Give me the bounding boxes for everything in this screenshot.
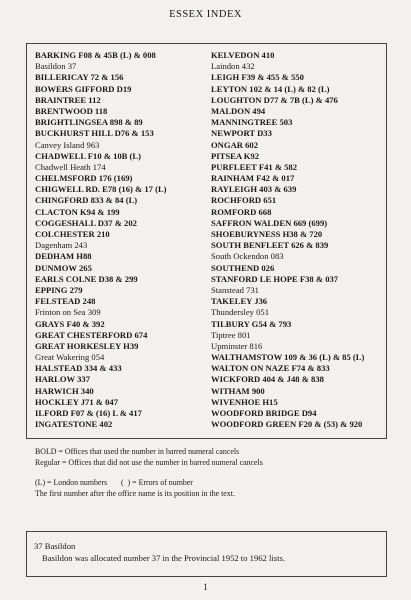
index-entry: RAYLEIGH 403 & 639 bbox=[211, 184, 297, 195]
index-entry: SAFFRON WALDEN 669 (699) bbox=[211, 217, 328, 228]
index-entry: Laindon 432 bbox=[211, 61, 255, 72]
index-entry: Upminster 816 bbox=[211, 340, 263, 351]
index-entry: HOCKLEY J71 & 047 bbox=[35, 396, 118, 407]
index-entry: WIVENHOE H15 bbox=[211, 396, 278, 407]
index-entry: NEWPORT D33 bbox=[211, 128, 272, 139]
index-entry: SOUTH BENFLEET 626 & 839 bbox=[211, 240, 329, 251]
page-title: ESSEX INDEX bbox=[169, 9, 242, 20]
index-entry: HALSTEAD 334 & 433 bbox=[35, 363, 122, 374]
index-entry: LEYTON 102 & 14 (L) & 82 (L) bbox=[211, 83, 330, 94]
index-entry: WALTHAMSTOW 109 & 36 (L) & 85 (L) bbox=[211, 352, 365, 363]
index-entry: ILFORD F07 & (16) L & 417 bbox=[35, 408, 142, 418]
index-entry: Thundersley 051 bbox=[211, 307, 269, 318]
index-entry: Dagenham 243 bbox=[35, 240, 88, 251]
footnote-heading: 37 Basildon bbox=[34, 541, 76, 551]
index-entry: BILLERICAY 72 & 156 bbox=[35, 72, 124, 83]
index-entry: CHADWELL F10 & 10B (L) bbox=[35, 150, 141, 161]
footnote-text: Basildon was allocated number 37 in the Provincial 1952 to 1962 lists. bbox=[42, 553, 285, 563]
index-entry: BRIGHTLINGSEA 898 & 89 bbox=[35, 117, 143, 128]
index-entry: TAKELEY J36 bbox=[211, 296, 268, 307]
index-column-left bbox=[35, 50, 167, 430]
index-entry: WOODFORD GREEN F20 & (53) & 920 bbox=[211, 419, 363, 430]
index-entry: TILBURY G54 & 793 bbox=[211, 318, 292, 329]
legend-position-line: The first number after the office name is its position in the text. bbox=[35, 489, 235, 498]
index-entry: ROMFORD 668 bbox=[211, 206, 272, 217]
index-entry: Chadwell Heath 174 bbox=[35, 161, 106, 172]
index-entry: STANFORD LE HOPE F38 & 037 bbox=[211, 273, 339, 284]
index-entry: KELVEDON 410 bbox=[211, 50, 275, 60]
index-entry: CHINGFORD 833 & 84 (L) bbox=[35, 195, 138, 206]
index-entry: South Ockendon 083 bbox=[211, 251, 284, 262]
index-entry: Tiptree 801 bbox=[211, 329, 251, 340]
index-entry: BRENTWOOD 118 bbox=[35, 105, 108, 116]
index-entry: MALDON 494 bbox=[211, 105, 266, 116]
legend bbox=[35, 446, 385, 499]
index-entry: Canvey Island 963 bbox=[35, 139, 100, 150]
index-entry: EPPING 279 bbox=[35, 284, 83, 295]
index-entry: LEIGH F39 & 455 & 550 bbox=[211, 72, 304, 83]
index-entry: WOODFORD BRIDGE D94 bbox=[211, 408, 317, 418]
index-entry: GREAT CHESTERFORD 674 bbox=[35, 329, 148, 340]
index-entry: FELSTEAD 248 bbox=[35, 296, 96, 307]
index-entry: MANNINGTREE 503 bbox=[211, 117, 293, 128]
footnote-box bbox=[26, 531, 387, 577]
index-entry: WALTON ON NAZE F74 & 833 bbox=[211, 363, 330, 374]
index-entry: WITHAM 900 bbox=[211, 385, 265, 396]
index-entry: PITSEA K92 bbox=[211, 150, 259, 161]
index-entry: HARLOW 337 bbox=[35, 374, 90, 385]
index-entry: GREAT HORKESLEY H39 bbox=[35, 340, 139, 351]
index-entry: DUNMOW 265 bbox=[35, 262, 92, 273]
index-entry: COLCHESTER 210 bbox=[35, 229, 110, 239]
index-entry: GRAYS F40 & 392 bbox=[35, 318, 105, 329]
index-entry: Frinton on Sea 309 bbox=[35, 307, 101, 318]
index-entry: Basildon 37 bbox=[35, 61, 77, 72]
index-entry: COGGESHALL D37 & 202 bbox=[35, 217, 137, 228]
index-entry: CHELMSFORD 176 (169) bbox=[35, 173, 133, 184]
index-entry: Great Wakering 054 bbox=[35, 352, 105, 363]
index-entry: PURFLEET F41 & 582 bbox=[211, 161, 298, 172]
legend-regular-line: Regular = Offices that did not use the number in barred numeral cancels bbox=[35, 458, 263, 467]
legend-numbers-line: (L) = London numbers ( ) = Errors of number bbox=[35, 478, 193, 487]
index-entry: Stanstead 731 bbox=[211, 284, 259, 295]
index-entry: WICKFORD 404 & J48 & 838 bbox=[211, 374, 324, 385]
index-entry: BUCKHURST HILL D76 & 153 bbox=[35, 128, 154, 139]
index-entry: EARLS COLNE D38 & 299 bbox=[35, 273, 138, 284]
index-entry: BOWERS GIFFORD D19 bbox=[35, 83, 132, 94]
index-entry: HARWICH 340 bbox=[35, 385, 94, 396]
index-column-right bbox=[211, 50, 364, 430]
index-entry: ONGAR 602 bbox=[211, 139, 259, 150]
index-entry: ROCHFORD 651 bbox=[211, 195, 277, 206]
index-entry: SHOEBURYNESS H38 & 720 bbox=[211, 229, 323, 239]
index-box bbox=[26, 43, 387, 498]
index-entry: CLACTON K94 & 199 bbox=[35, 206, 120, 217]
index-entry: BRAINTREE 112 bbox=[35, 94, 101, 105]
index-entry: RAINHAM F42 & 017 bbox=[211, 173, 295, 184]
index-entry: CHIGWELL RD. E78 (16) & 17 (L) bbox=[35, 184, 167, 195]
index-entry: INGATESTONE 402 bbox=[35, 419, 113, 430]
index-entry: BARKING F08 & 45B (L) & 008 bbox=[35, 50, 156, 60]
index-entry: SOUTHEND 026 bbox=[211, 262, 275, 273]
index-entry: LOUGHTON D77 & 7B (L) & 476 bbox=[211, 94, 338, 105]
index-entry: DEDHAM H88 bbox=[35, 251, 92, 262]
page-number: 1 bbox=[203, 582, 208, 592]
legend-bold-line: BOLD = Offices that used the number in barred numeral cancels bbox=[35, 447, 240, 456]
